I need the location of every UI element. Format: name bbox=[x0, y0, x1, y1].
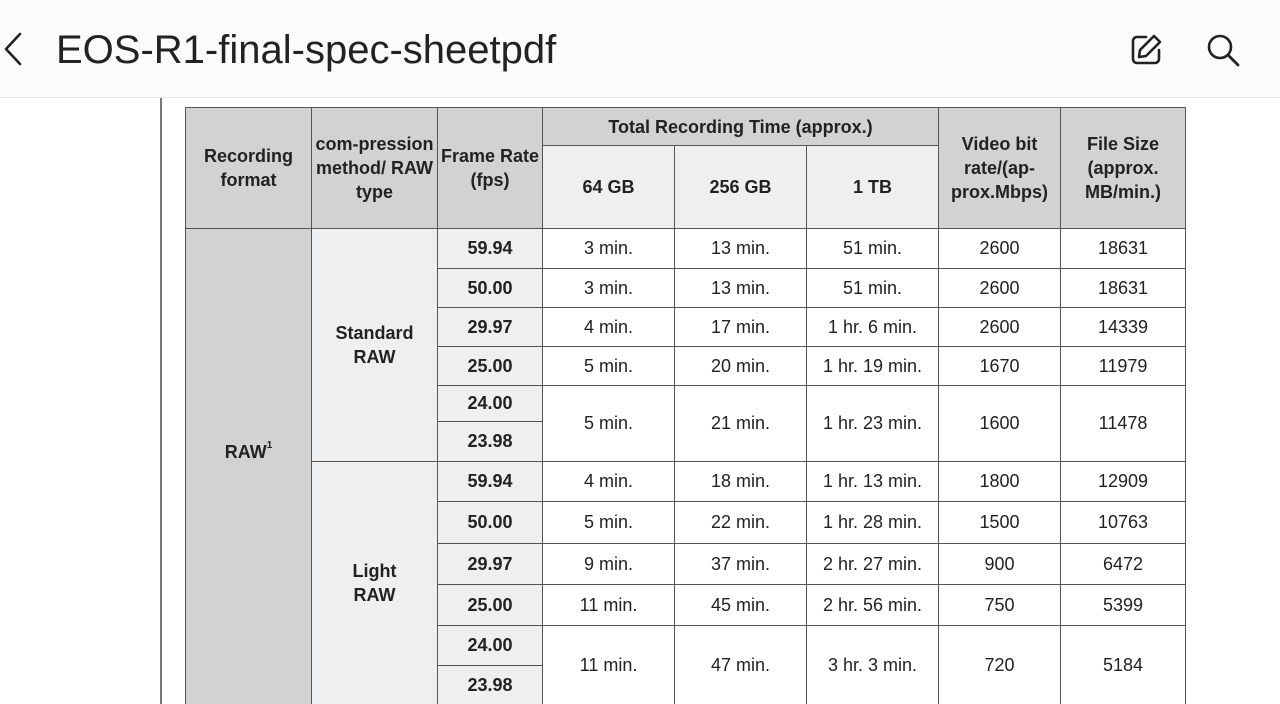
recording-format-cell bbox=[186, 229, 312, 704]
frame-rate-cell: 59.94 bbox=[438, 462, 543, 502]
time-1tb-cell: 2 hr. 27 min. bbox=[807, 544, 939, 585]
search-icon bbox=[1203, 30, 1243, 70]
header-256gb: 256 GB bbox=[675, 146, 807, 229]
time-256gb-cell: 22 min. bbox=[675, 502, 807, 544]
frame-rate-cell: 25.00 bbox=[438, 585, 543, 626]
bit-rate-cell: 2600 bbox=[939, 269, 1061, 308]
file-size-cell: 18631 bbox=[1061, 269, 1186, 308]
edit-button[interactable] bbox=[1126, 30, 1166, 70]
header-video-bit-rate: Video bit rate/(ap-prox.Mbps) bbox=[939, 108, 1061, 229]
bit-rate-cell: 720 bbox=[939, 626, 1061, 704]
time-64gb-cell: 9 min. bbox=[543, 544, 675, 585]
time-1tb-cell: 1 hr. 19 min. bbox=[807, 347, 939, 386]
file-size-cell: 14339 bbox=[1061, 308, 1186, 347]
bit-rate-cell: 750 bbox=[939, 585, 1061, 626]
recording-format-label: RAW bbox=[224, 442, 267, 462]
time-64gb-cell: 3 min. bbox=[543, 269, 675, 308]
time-256gb-cell: 18 min. bbox=[675, 462, 807, 502]
bit-rate-cell: 1800 bbox=[939, 462, 1061, 502]
time-64gb-cell: 5 min. bbox=[543, 502, 675, 544]
file-size-cell: 18631 bbox=[1061, 229, 1186, 269]
table-row bbox=[186, 462, 1186, 502]
file-size-cell: 6472 bbox=[1061, 544, 1186, 585]
compression-type-cell: Standard RAW bbox=[312, 229, 438, 462]
bit-rate-cell: 1670 bbox=[939, 347, 1061, 386]
header-total-recording-time: Total Recording Time (approx.) bbox=[543, 108, 939, 146]
time-64gb-cell: 3 min. bbox=[543, 229, 675, 269]
frame-rate-cell: 25.00 bbox=[438, 347, 543, 386]
time-256gb-cell: 47 min. bbox=[675, 626, 807, 704]
back-button[interactable] bbox=[0, 22, 36, 76]
frame-rate-cell: 50.00 bbox=[438, 269, 543, 308]
time-64gb-cell: 11 min. bbox=[543, 626, 675, 704]
search-button[interactable] bbox=[1203, 30, 1243, 70]
time-64gb-cell: 4 min. bbox=[543, 462, 675, 502]
time-256gb-cell: 45 min. bbox=[675, 585, 807, 626]
top-toolbar bbox=[0, 0, 1280, 98]
footnote-marker: 1 bbox=[266, 440, 273, 451]
edit-icon bbox=[1126, 30, 1166, 70]
file-size-cell: 10763 bbox=[1061, 502, 1186, 544]
bit-rate-cell: 2600 bbox=[939, 308, 1061, 347]
time-1tb-cell: 51 min. bbox=[807, 269, 939, 308]
time-1tb-cell: 51 min. bbox=[807, 229, 939, 269]
header-file-size: File Size (approx. MB/min.) bbox=[1061, 108, 1186, 229]
time-64gb-cell: 11 min. bbox=[543, 585, 675, 626]
frame-rate-cell: 24.00 bbox=[438, 386, 543, 422]
table-row bbox=[186, 229, 1186, 269]
frame-rate-cell: 59.94 bbox=[438, 229, 543, 269]
time-64gb-cell: 4 min. bbox=[543, 308, 675, 347]
recording-time-table bbox=[185, 107, 1186, 704]
bit-rate-cell: 1600 bbox=[939, 386, 1061, 462]
file-size-cell: 11979 bbox=[1061, 347, 1186, 386]
header-compression-method: com-pression method/ RAW type bbox=[312, 108, 438, 229]
bit-rate-cell: 900 bbox=[939, 544, 1061, 585]
time-256gb-cell: 21 min. bbox=[675, 386, 807, 462]
time-1tb-cell: 3 hr. 3 min. bbox=[807, 626, 939, 704]
time-256gb-cell: 37 min. bbox=[675, 544, 807, 585]
frame-rate-cell: 29.97 bbox=[438, 308, 543, 347]
file-size-cell: 5184 bbox=[1061, 626, 1186, 704]
pdf-page bbox=[160, 97, 1280, 704]
time-1tb-cell: 2 hr. 56 min. bbox=[807, 585, 939, 626]
header-recording-format: Recording format bbox=[186, 108, 312, 229]
time-1tb-cell: 1 hr. 13 min. bbox=[807, 462, 939, 502]
time-1tb-cell: 1 hr. 28 min. bbox=[807, 502, 939, 544]
frame-rate-cell: 23.98 bbox=[438, 422, 543, 462]
header-frame-rate: Frame Rate (fps) bbox=[438, 108, 543, 229]
frame-rate-cell: 24.00 bbox=[438, 626, 543, 666]
document-title: EOS-R1-final-spec-sheetpdf bbox=[56, 28, 557, 72]
time-256gb-cell: 17 min. bbox=[675, 308, 807, 347]
header-64gb: 64 GB bbox=[543, 146, 675, 229]
time-256gb-cell: 20 min. bbox=[675, 347, 807, 386]
bit-rate-cell: 1500 bbox=[939, 502, 1061, 544]
compression-type-cell: Light RAW bbox=[312, 462, 438, 704]
time-1tb-cell: 1 hr. 6 min. bbox=[807, 308, 939, 347]
time-64gb-cell: 5 min. bbox=[543, 386, 675, 462]
time-256gb-cell: 13 min. bbox=[675, 229, 807, 269]
frame-rate-cell: 23.98 bbox=[438, 666, 543, 704]
file-size-cell: 11478 bbox=[1061, 386, 1186, 462]
chevron-left-icon bbox=[0, 22, 36, 76]
time-1tb-cell: 1 hr. 23 min. bbox=[807, 386, 939, 462]
file-size-cell: 5399 bbox=[1061, 585, 1186, 626]
time-64gb-cell: 5 min. bbox=[543, 347, 675, 386]
frame-rate-cell: 50.00 bbox=[438, 502, 543, 544]
file-size-cell: 12909 bbox=[1061, 462, 1186, 502]
bit-rate-cell: 2600 bbox=[939, 229, 1061, 269]
time-256gb-cell: 13 min. bbox=[675, 269, 807, 308]
frame-rate-cell: 29.97 bbox=[438, 544, 543, 585]
header-1tb: 1 TB bbox=[807, 146, 939, 229]
